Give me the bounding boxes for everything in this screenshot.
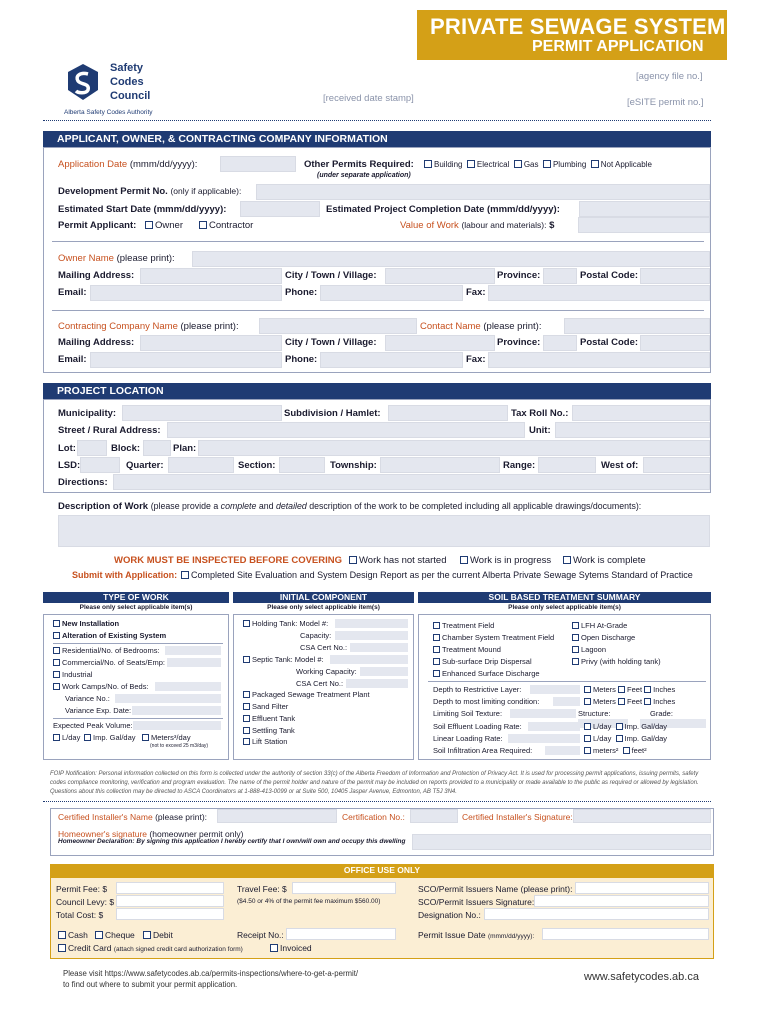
seats-field[interactable]: [167, 658, 221, 667]
total-cost-field[interactable]: [116, 908, 224, 920]
infiltration-field[interactable]: [545, 746, 580, 755]
chamber-system-checkbox[interactable]: Chamber System Treatment Field: [433, 633, 554, 642]
subdivision-field[interactable]: [388, 405, 508, 421]
divider: [52, 241, 704, 242]
soil-texture-field[interactable]: [510, 709, 576, 718]
owner-fax-label: Fax:: [466, 287, 486, 298]
peak-volume-label: Expected Peak Volume:: [53, 721, 133, 730]
municipality-label: Municipality:: [58, 408, 117, 419]
owner-postal-label: Postal Code:: [580, 270, 639, 281]
soil-based-header: SOIL BASED TREATMENT SUMMARY: [418, 592, 711, 603]
packaged-plant-checkbox[interactable]: Packaged Sewage Treatment Plant: [243, 690, 370, 699]
effluent-units: [584, 722, 667, 731]
description-field[interactable]: [58, 515, 710, 547]
lsd-label: LSD:: [58, 460, 81, 471]
value-of-work-label: Value of Work (labour and materials): $: [400, 220, 555, 231]
commercial-checkbox[interactable]: Commercial/No. of Seats/Emp:: [53, 658, 165, 667]
lday-checkbox[interactable]: L/day: [584, 722, 611, 731]
industrial-checkbox[interactable]: Industrial: [53, 670, 92, 679]
new-installation-checkbox[interactable]: New Installation: [53, 619, 119, 628]
owner-email-field[interactable]: [90, 285, 282, 301]
soil-based-subtitle: Please only select applicable item(s): [508, 604, 621, 611]
street-field[interactable]: [167, 422, 525, 438]
septic-tank-checkbox[interactable]: Septic Tank: Model #:: [243, 655, 324, 664]
holding-csa-label: CSA Cert No.:: [300, 643, 348, 652]
divider: [43, 120, 711, 121]
tax-roll-label: Tax Roll No.:: [511, 408, 569, 419]
drip-dispersal-checkbox[interactable]: Sub-surface Drip Dispersal: [433, 657, 532, 666]
effluent-rate-field[interactable]: [528, 722, 580, 731]
value-of-work-field[interactable]: [578, 217, 710, 233]
owner-city-field[interactable]: [385, 268, 495, 284]
logo-subtitle: Alberta Safety Codes Authority: [64, 109, 153, 116]
company-email-label: Email:: [58, 354, 87, 365]
inches-checkbox[interactable]: Inches: [644, 697, 675, 706]
owner-mailing-label: Mailing Address:: [58, 270, 135, 281]
peak-volume-field[interactable]: [133, 721, 221, 730]
bedrooms-field[interactable]: [165, 646, 221, 655]
sco-signature-label: SCO/Permit Issuers Signature:: [418, 897, 535, 907]
debit-checkbox[interactable]: Debit: [143, 930, 173, 940]
designation-field[interactable]: [484, 908, 709, 920]
linear-rate-label: Linear Loading Rate:: [433, 734, 503, 743]
municipality-field[interactable]: [122, 405, 282, 421]
structure-label: Structure:: [578, 709, 611, 718]
owner-postal-field[interactable]: [640, 268, 710, 284]
homeowner-signature-field[interactable]: [412, 834, 711, 850]
restrictive-units: [584, 685, 675, 694]
permit-applicant-label: Permit Applicant:: [58, 220, 137, 231]
variance-no-field[interactable]: [115, 694, 221, 703]
logo-text-2: Codes: [110, 76, 144, 88]
septic-csa-field[interactable]: [346, 679, 408, 688]
work-not-started-checkbox[interactable]: Work has not started: [349, 555, 446, 566]
tax-roll-field[interactable]: [572, 405, 710, 421]
township-field[interactable]: [380, 457, 500, 473]
owner-name-label: Owner Name (please print):: [58, 253, 175, 264]
logo-text-3: Council: [110, 90, 151, 102]
block-label: Block:: [111, 443, 141, 454]
work-in-progress-checkbox[interactable]: Work is in progress: [460, 555, 551, 566]
installer-name-label: Certified Installer's Name (please print):: [58, 812, 208, 822]
residential-checkbox[interactable]: Residential/No. of Bedrooms:: [53, 646, 160, 655]
work-camps-checkbox[interactable]: Work Camps/No. of Beds:: [53, 682, 149, 691]
meters-checkbox[interactable]: Meters: [584, 697, 616, 706]
divider: [53, 643, 223, 644]
company-province-label: Province:: [497, 337, 541, 348]
contact-name-field[interactable]: [564, 318, 710, 334]
septic-model-field[interactable]: [330, 655, 408, 664]
company-mailing-field[interactable]: [140, 335, 282, 351]
owner-name-field[interactable]: [192, 251, 710, 267]
site-evaluation-checkbox[interactable]: Completed Site Evaluation and System Design Report as per the current Alberta Private Sewage Sytems Standard of Practice: [181, 570, 693, 580]
completion-date-label: Estimated Project Completion Date (mmm/dd/yyyy):: [326, 204, 560, 215]
footer-visit-1: Please visit https://www.safetycodes.ab.ca/permits-inspections/where-to-get-a-permit/: [63, 969, 359, 978]
township-label: Township:: [330, 460, 377, 471]
subdivision-label: Subdivision / Hamlet:: [284, 408, 381, 419]
effluent-rate-label: Soil Effluent Loading Rate:: [433, 722, 522, 731]
homeowner-declaration: Homeowner Declaration: By signing this application I hereby certify that I own/will own and occupy this dwelling: [58, 838, 406, 845]
company-mailing-label: Mailing Address:: [58, 337, 135, 348]
contractor-checkbox[interactable]: Contractor: [199, 220, 253, 231]
footer-website-link[interactable]: www.safetycodes.ab.ca: [584, 971, 699, 983]
lot-field[interactable]: [77, 440, 107, 456]
contracting-company-field[interactable]: [259, 318, 417, 334]
street-label: Street / Rural Address:: [58, 425, 161, 436]
form-subtitle: PERMIT APPLICATION: [532, 38, 704, 55]
installer-name-field[interactable]: [217, 809, 337, 823]
divider: [43, 801, 711, 802]
dev-permit-field[interactable]: [256, 184, 710, 200]
section-label: Section:: [238, 460, 276, 471]
company-fax-label: Fax:: [466, 354, 486, 365]
receipt-field[interactable]: [286, 928, 396, 940]
directions-field[interactable]: [113, 474, 710, 490]
company-email-field[interactable]: [90, 352, 282, 368]
designation-label: Designation No.:: [418, 910, 481, 920]
enhanced-discharge-checkbox[interactable]: Enhanced Surface Discharge: [433, 669, 540, 678]
issue-date-field[interactable]: [542, 928, 709, 940]
company-phone-field[interactable]: [320, 352, 463, 368]
company-postal-field[interactable]: [640, 335, 710, 351]
owner-phone-field[interactable]: [320, 285, 463, 301]
meters-day-checkbox[interactable]: Meters³/day: [142, 733, 191, 742]
inches-checkbox[interactable]: Inches: [644, 685, 675, 694]
owner-province-field[interactable]: [543, 268, 577, 284]
settling-tank-checkbox[interactable]: Settling Tank: [243, 726, 295, 735]
impgal-checkbox[interactable]: Imp. Gal/day: [616, 734, 668, 743]
divider: [53, 718, 223, 719]
application-date-label: Application Date (mmm/dd/yyyy):: [58, 159, 198, 170]
impgal-checkbox[interactable]: Imp. Gal/day: [84, 733, 136, 742]
company-phone-label: Phone:: [285, 354, 318, 365]
completion-date-field[interactable]: [579, 201, 710, 217]
sco-name-field[interactable]: [575, 882, 709, 894]
quarter-field[interactable]: [168, 457, 234, 473]
owner-fax-field[interactable]: [488, 285, 710, 301]
variance-no-label: Variance No.:: [65, 694, 110, 703]
installer-signature-label: Certified Installer's Signature:: [462, 812, 573, 822]
feet-checkbox[interactable]: Feet: [618, 697, 642, 706]
depth-limiting-label: Depth to most limiting condition:: [433, 697, 540, 706]
office-use-header: OFFICE USE ONLY: [50, 864, 714, 877]
type-of-work-header: TYPE OF WORK: [43, 592, 229, 603]
sq-meters-checkbox[interactable]: meters²: [584, 746, 618, 755]
holding-tank-checkbox[interactable]: Holding Tank: Model #:: [243, 619, 328, 628]
logo: [64, 62, 102, 102]
owner-checkbox[interactable]: Owner: [145, 220, 183, 231]
council-levy-field[interactable]: [116, 895, 224, 907]
feet-checkbox[interactable]: Feet: [618, 685, 642, 694]
contact-name-label: Contact Name (please print):: [420, 321, 542, 332]
unit-label: Unit:: [529, 425, 551, 436]
not-exceed-note: (not to exceed 25 m3/day): [150, 743, 209, 749]
scc-logo-icon: [64, 62, 102, 102]
soil-texture-label: Limiting Soil Texture:: [433, 709, 503, 718]
application-date-field[interactable]: [220, 156, 296, 172]
infiltration-label: Soil Infiltration Area Required:: [433, 746, 533, 755]
depth-restrictive-field[interactable]: [530, 685, 580, 694]
divider: [428, 681, 706, 682]
council-levy-label: Council Levy: $: [56, 897, 115, 907]
receipt-label: Receipt No.:: [237, 930, 284, 940]
not-applicable-checkbox[interactable]: Not Applicable: [591, 160, 652, 169]
installer-signature-field[interactable]: [573, 809, 711, 823]
company-city-label: City / Town / Village:: [285, 337, 377, 348]
west-of-field[interactable]: [643, 457, 710, 473]
holding-capacity-label: Capacity:: [300, 631, 332, 640]
owner-mailing-field[interactable]: [140, 268, 282, 284]
effluent-tank-checkbox[interactable]: Effluent Tank: [243, 714, 295, 723]
initial-component-header: INITIAL COMPONENT: [233, 592, 414, 603]
variance-exp-field[interactable]: [132, 706, 221, 715]
block-field[interactable]: [143, 440, 171, 456]
sq-feet-checkbox[interactable]: feet²: [623, 746, 647, 755]
start-date-field[interactable]: [240, 201, 320, 217]
travel-fee-note: ($4.50 or 4% of the permit fee maximum $560.00): [237, 898, 381, 905]
logo-text-1: Safety: [110, 62, 144, 74]
company-province-field[interactable]: [543, 335, 577, 351]
septic-csa-label: CSA Cert No.:: [296, 679, 344, 688]
directions-label: Directions:: [58, 477, 108, 488]
initial-component-subtitle: Please only select applicable item(s): [267, 604, 380, 611]
lot-label: Lot:: [58, 443, 76, 454]
variance-exp-label: Variance Exp. Date:: [65, 706, 132, 715]
treatment-mound-checkbox[interactable]: Treatment Mound: [433, 645, 501, 654]
company-city-field[interactable]: [385, 335, 495, 351]
description-label: Description of Work (please provide a complete and detailed description of the work to be completed including all applicable drawings/documents):: [58, 501, 642, 512]
west-of-label: West of:: [601, 460, 639, 471]
treatment-field-checkbox[interactable]: Treatment Field: [433, 621, 494, 630]
contracting-company-label: Contracting Company Name (please print):: [58, 321, 239, 332]
issue-date-label: Permit Issue Date (mmm/dd/yyyy):: [418, 930, 535, 940]
dev-permit-label: Development Permit No. (only if applicable):: [58, 186, 242, 197]
range-label: Range:: [503, 460, 536, 471]
limiting-units: [584, 697, 675, 706]
esite-permit-no[interactable]: [eSITE permit no.]: [627, 97, 704, 108]
cheque-checkbox[interactable]: Cheque: [95, 930, 135, 940]
beds-field[interactable]: [155, 682, 221, 691]
lsd-field[interactable]: [80, 457, 120, 473]
working-capacity-label: Working Capacity:: [296, 667, 357, 676]
alteration-checkbox[interactable]: Alteration of Existing System: [53, 631, 166, 640]
start-date-label: Estimated Start Date (mmm/dd/yyyy):: [58, 204, 227, 215]
lagoon-checkbox[interactable]: Lagoon: [572, 645, 606, 654]
lday-checkbox[interactable]: L/day: [584, 734, 611, 743]
received-stamp: [received date stamp]: [323, 93, 414, 104]
travel-fee-label: Travel Fee: $: [237, 884, 287, 894]
type-of-work-subtitle: Please only select applicable item(s): [79, 604, 193, 611]
privy-checkbox[interactable]: Privy (with holding tank): [572, 657, 661, 666]
divider: [52, 310, 704, 311]
holding-capacity-field[interactable]: [335, 631, 408, 640]
unit-field[interactable]: [555, 422, 710, 438]
range-field[interactable]: [538, 457, 596, 473]
other-permits-label: Other Permits Required:: [304, 159, 414, 170]
area-units: [584, 746, 647, 755]
permit-fee-field[interactable]: [116, 882, 224, 894]
company-postal-label: Postal Code:: [580, 337, 639, 348]
cert-no-label: Certification No.:: [342, 812, 405, 822]
foip-notice: FOIP Notification: Personal information collected on this form is collected under the authority of section 33(c) of the Alberta Freedom of Information and Protection of Privacy Act. It is used for processing permit applications, issuing permits, safety codes compliance monitoring, verification and program evaluation. The name of the permit holder and nature of the permit may be included on reports provided to a municipality or made available to the public as required or allowed by legislation. Questions about this collection may be directed to ASCA Coordinators at 1-888-413-0099 or at Suite 500, 10405 Jasper Avenue, Edmonton, AB T5J 3N4.: [50, 771, 699, 795]
lfh-at-grade-checkbox[interactable]: LFH At-Grade: [572, 621, 627, 630]
form-title: PRIVATE SEWAGE SYSTEM: [430, 14, 726, 39]
owner-phone-label: Phone:: [285, 287, 318, 298]
homeowner-sig-label: Homeowner's signature (homeowner permit only): [58, 829, 244, 839]
owner-email-label: Email:: [58, 287, 87, 298]
owner-city-label: City / Town / Village:: [285, 270, 377, 281]
agency-file-no[interactable]: [agency file no.]: [636, 71, 703, 82]
working-capacity-field[interactable]: [360, 667, 408, 676]
lift-station-checkbox[interactable]: Lift Station: [243, 737, 287, 746]
plan-field[interactable]: [198, 440, 710, 456]
quarter-label: Quarter:: [126, 460, 164, 471]
gas-checkbox[interactable]: Gas: [514, 160, 539, 169]
other-permits-note: (under separate application): [317, 172, 411, 179]
depth-limiting-field[interactable]: [553, 697, 580, 706]
sand-filter-checkbox[interactable]: Sand Filter: [243, 702, 288, 711]
meters-checkbox[interactable]: Meters: [584, 685, 616, 694]
owner-province-label: Province:: [497, 270, 541, 281]
impgal-checkbox[interactable]: Imp. Gal/day: [616, 722, 668, 731]
section-field[interactable]: [279, 457, 325, 473]
applicant-section-header: APPLICANT, OWNER, & CONTRACTING COMPANY INFORMATION: [43, 131, 711, 147]
travel-fee-field[interactable]: [292, 882, 396, 894]
submit-with-label: Submit with Application:: [72, 570, 178, 580]
project-section-header: PROJECT LOCATION: [43, 383, 711, 399]
linear-units: [584, 734, 667, 743]
company-fax-field[interactable]: [488, 352, 710, 368]
sco-signature-field[interactable]: [534, 895, 709, 907]
work-complete-checkbox[interactable]: Work is complete: [563, 555, 646, 566]
sco-name-label: SCO/Permit Issuers Name (please print):: [418, 884, 573, 894]
total-cost-label: Total Cost: $: [56, 910, 104, 920]
electrical-checkbox[interactable]: Electrical: [467, 160, 509, 169]
invoiced-checkbox[interactable]: Invoiced: [270, 943, 312, 953]
must-inspect-label: WORK MUST BE INSPECTED BEFORE COVERING: [114, 555, 343, 566]
cash-checkbox[interactable]: Cash: [58, 930, 88, 940]
footer-visit-2: to find out where to submit your permit application.: [63, 980, 238, 989]
plumbing-checkbox[interactable]: Plumbing: [543, 160, 586, 169]
grade-label: Grade:: [650, 709, 673, 718]
holding-csa-field[interactable]: [350, 643, 408, 652]
building-checkbox[interactable]: Building: [424, 160, 462, 169]
holding-model-field[interactable]: [335, 619, 408, 628]
linear-rate-field[interactable]: [508, 734, 580, 743]
permit-fee-label: Permit Fee: $: [56, 884, 108, 894]
plan-label: Plan:: [173, 443, 197, 454]
credit-card-checkbox[interactable]: Credit Card (attach signed credit card authorization form): [58, 943, 243, 953]
depth-restrictive-label: Depth to Restrictive Layer:: [433, 685, 522, 694]
other-permits-options: [424, 160, 652, 169]
lday-checkbox[interactable]: L/day: [53, 733, 80, 742]
cert-no-field[interactable]: [410, 809, 458, 823]
open-discharge-checkbox[interactable]: Open Discharge: [572, 633, 635, 642]
